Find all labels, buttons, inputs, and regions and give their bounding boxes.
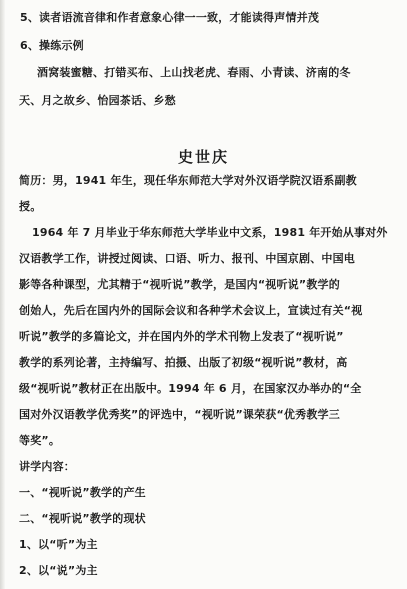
bio-intro-line-1: 简历：男，1941 年生，现任华东师范大学对外汉语学院汉语系副教 [19, 174, 357, 187]
lecture-item: 2、以“说”为主 [19, 564, 98, 577]
examples-line-1: 酒窝装蜜糖、打错买布、上山找老虎、春雨、小青读、济南的冬 [37, 66, 351, 79]
bio-paragraph-line: 教学的系列论著，主持编写、拍摄、出版了初级“视听说”教材，高 [19, 356, 348, 369]
lecture-item: 二、“视听说”教学的现状 [19, 512, 146, 525]
bio-paragraph-line: 影等各种课型，尤其精于“视听说”教学，是国内“视听说”教学的 [19, 278, 340, 291]
bio-paragraph-line: 汉语教学工作，讲授过阅读、口语、听力、报刊、中国京剧、中国电 [19, 252, 355, 265]
list-item-6: 6、操练示例 [20, 39, 84, 52]
lecture-item: 一、“视听说”教学的产生 [19, 486, 146, 499]
bio-paragraph-line: 国对外汉语教学优秀奖”的评选中，“视听说”课荣获“优秀教学三 [19, 408, 340, 421]
bio-intro-line-2: 授。 [19, 200, 42, 213]
examples-line-2: 天、月之故乡、怡园茶话、乡愁 [19, 94, 176, 107]
bio-paragraph-line: 等奖”。 [19, 434, 61, 447]
bio-paragraph-line: 听说”教学的多篇论文，并在国内外的学术刊物上发表了“视听说” [19, 330, 344, 343]
list-item-5: 5、读者语流音律和作者意象心律一一致，才能读得声情并茂 [20, 11, 320, 24]
bio-paragraph-line: 1964 年 7 月毕业于华东师范大学毕业中文系，1981 年开始从事对外 [32, 226, 388, 239]
section-title: 史世庆 [177, 148, 229, 166]
bio-paragraph-line: 创始人，先后在国内外的国际会议和各种学术会议上，宣读过有关“视 [19, 304, 363, 317]
lecture-heading: 讲学内容： [19, 460, 75, 473]
bio-paragraph-line: 级“视听说”教材正在出版中。1994 年 6 月，在国家汉办举办的“全 [19, 382, 362, 395]
lecture-item: 1、以“听”为主 [19, 538, 98, 551]
scan-edge-shadow [0, 0, 5, 589]
